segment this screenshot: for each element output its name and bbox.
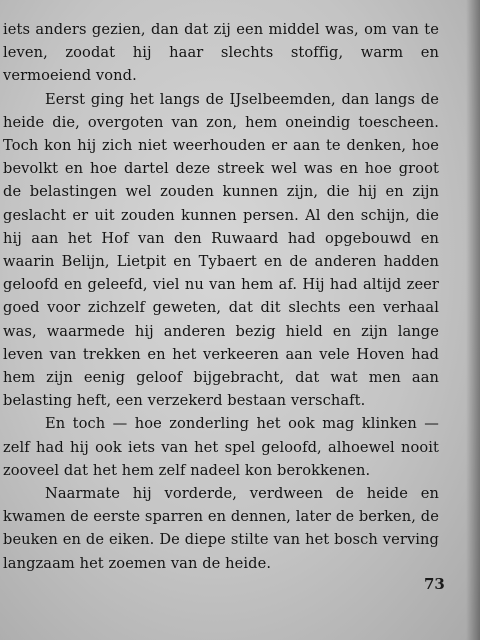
page-text [3,18,439,575]
paragraph-4: Naarmate hij vorderde, verdween de heide en kwamen de eerste sparren en dennen, later de berken, de beuken en de eiken. De diepe stilte van het bosch verving langzaam het zoemen van de heide. [3,485,439,572]
paragraph-2: Eerst ging het langs de IJselbeemden, dan langs de heide die, overgoten van zon, hem oneindig toescheen. Toch kon hij zich niet weerhouden er aan te denken, hoe bevolkt en hoe dartel deze streek wel was en hoe groot de belastingen wel zouden kunnen zijn, die hij en zijn geslacht er uit zouden kunnen persen. Al den schijn, die hij aan het Hof van den Ruwaard had opgebouwd en waarin Belijn, Lietpit en Tybaert en de anderen hadden geloofd en geleefd, viel nu van hem af. Hij had altijd zeer goed voor zichzelf geweten, dat dit slechts een verhaal was, waarmede hij anderen bezig hield en zijn lange leven van trekken en het verkeeren aan vele Hoven had hem zijn eenig geloof bijgebracht, dat wat men aan belasting heft, een verzekerd bestaan verschaft. [3,90,439,410]
paragraph-1: iets anders gezien, dan dat zij een middel was, om van te leven, zoodat hij haar slechts stoffig, warm en vermoeiend vond. [3,21,439,85]
page-number: 73 [424,575,445,593]
page-edge-shadow [466,0,480,640]
paragraph-3: En toch — hoe zonderling het ook mag klinken — zelf had hij ook iets van het spel geloofd, alhoewel nooit zooveel dat het hem zelf nadeel kon berokkenen. [3,415,439,479]
